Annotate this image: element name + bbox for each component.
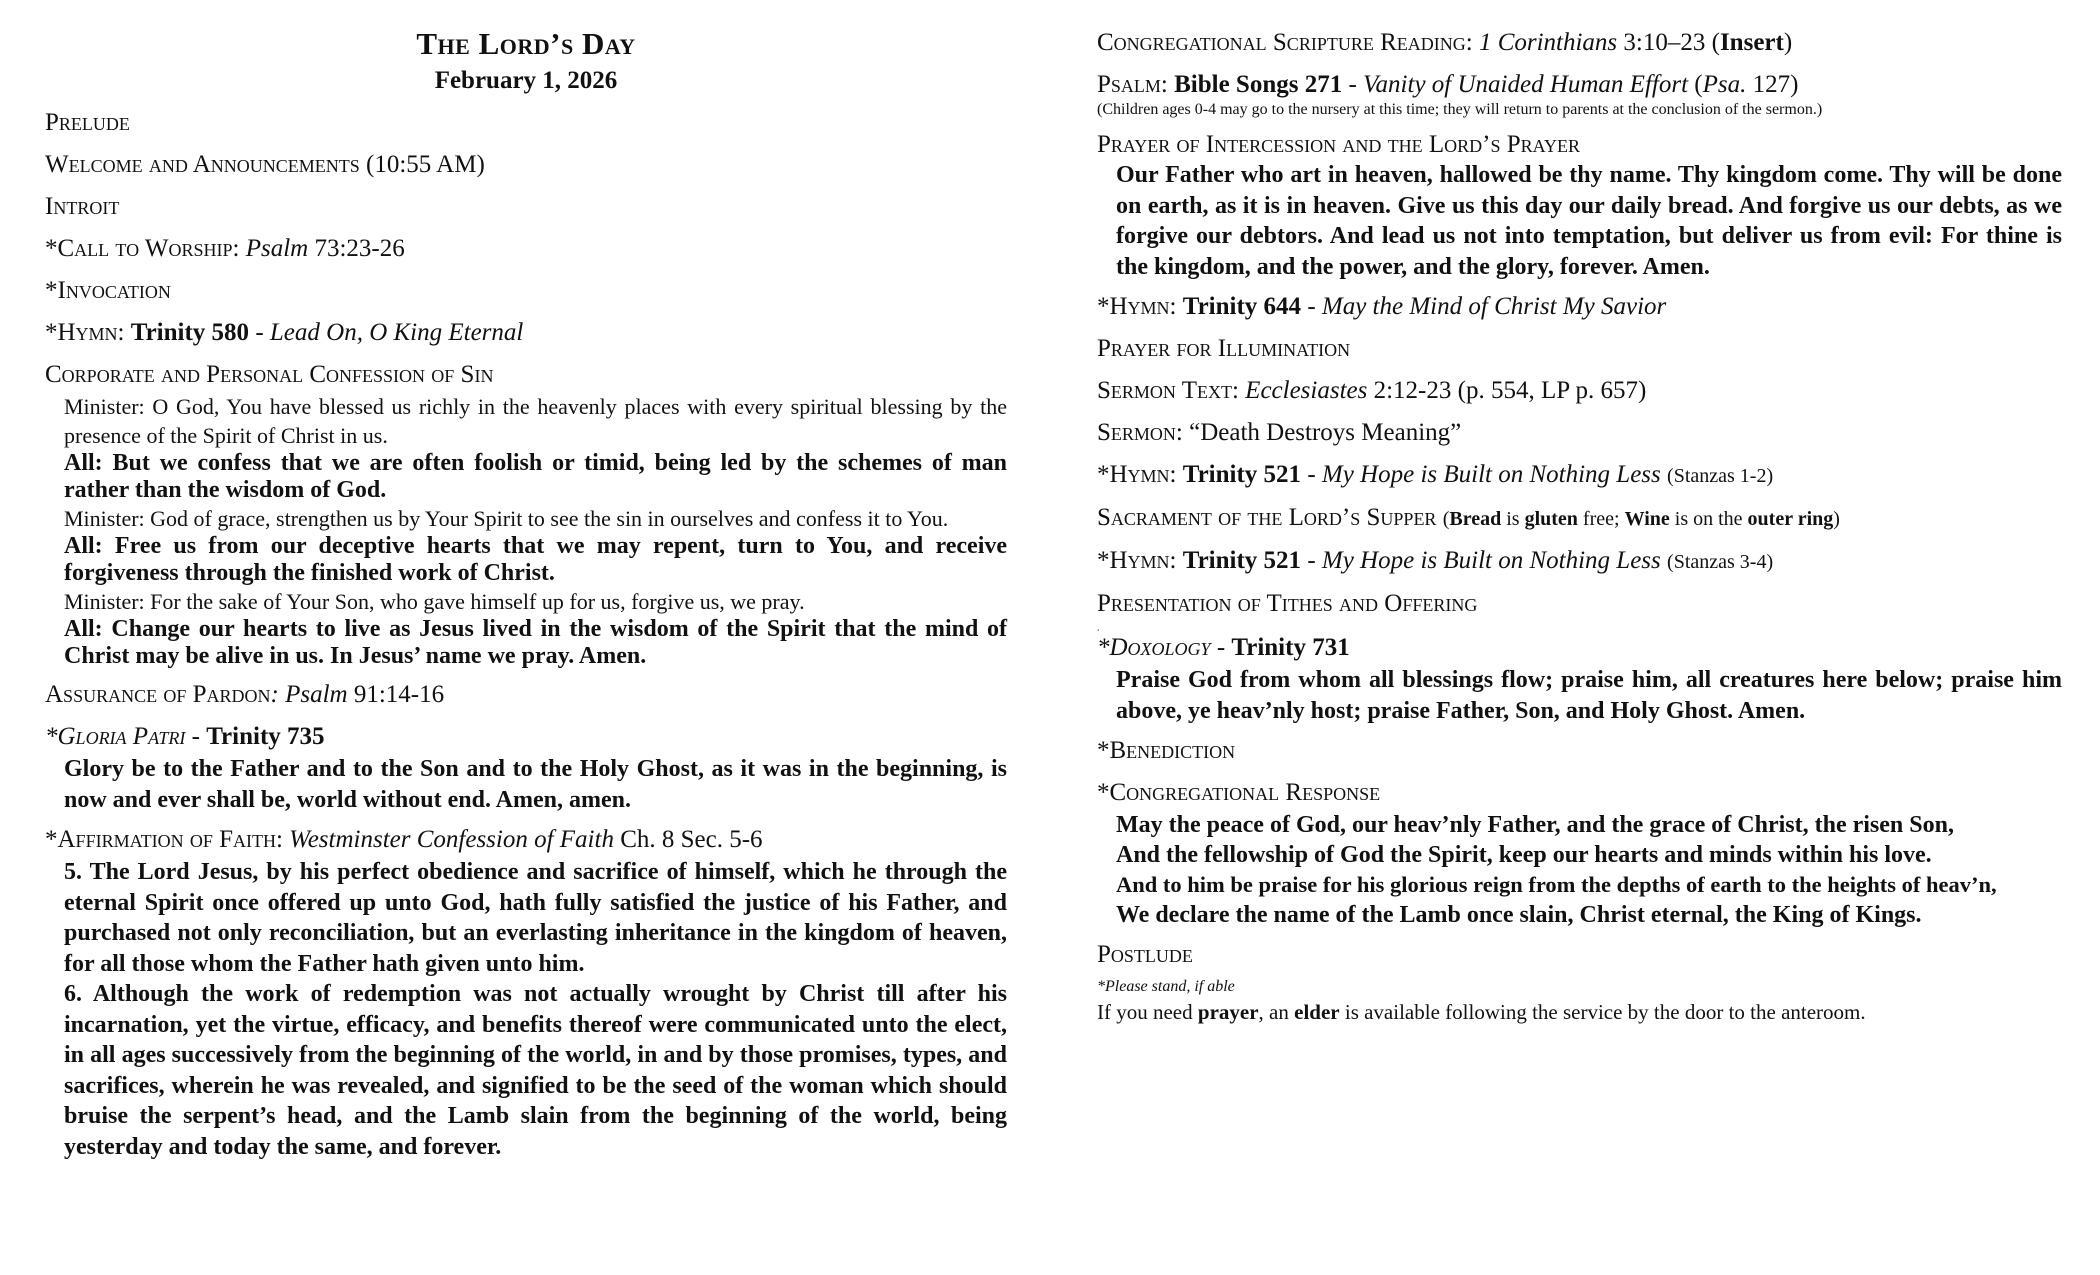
psalm: Psalm: Bible Songs 271 - Vanity of Unaided Human Effort (Psa. 127) xyxy=(1097,71,1799,98)
response-line: And the fellowship of God the Spirit, keep our hearts and minds within his love. xyxy=(1116,842,1932,868)
sermon: Sermon: “Death Destroys Meaning” xyxy=(1097,419,1462,446)
hymn-4-title: My Hope is Built on Nothing Less xyxy=(1321,547,1661,574)
hymn-3: *Hymn: Trinity 521 - My Hope is Built on Nothing Less (Stanzas 1-2) xyxy=(1097,461,1774,488)
prelude-heading: Prelude xyxy=(45,109,130,136)
right-column xyxy=(1097,24,2062,1026)
lords-supper: Sacrament of the Lord’s Supper (Bread is gluten free; Wine is on the outer ring) xyxy=(1097,504,1840,531)
gloria-number: Trinity 735 xyxy=(206,723,325,750)
sermon-title: “Death Destroys Meaning” xyxy=(1189,419,1462,446)
confession-heading: Corporate and Personal Confession of Sin xyxy=(45,361,494,388)
hymn-3-number: Trinity 521 xyxy=(1182,461,1302,488)
call-label: *Call to Worship: xyxy=(45,235,240,262)
bulletin-header xyxy=(45,24,1007,98)
doxology-label: *Doxology xyxy=(1097,634,1211,661)
invocation-heading: *Invocation xyxy=(45,277,171,304)
hymn-1-title: Lead On, O King Eternal xyxy=(269,319,524,346)
response-line: We declare the name of the Lamb once slain, Christ eternal, the King of Kings. xyxy=(1116,902,1922,928)
assurance-book: Psalm xyxy=(285,681,348,708)
left-column xyxy=(45,24,1007,1162)
affirmation-source: Westminster Confession of Faith xyxy=(289,826,614,853)
intercession-heading: Prayer of Intercession and the Lord’s Prayer xyxy=(1097,131,1580,158)
gloria-patri: *Gloria Patri - Trinity 735 xyxy=(45,723,325,750)
sermon-text: Sermon Text: Ecclesiastes 2:12-23 (p. 554, LP p. 657) xyxy=(1097,377,1647,404)
hymn-3-stanzas: (Stanzas 1-2) xyxy=(1667,465,1774,487)
doxology: *Doxology - Trinity 731 xyxy=(1097,634,1350,661)
doxology-text: Praise God from whom all blessings flow; praise him, all creatures here below; praise him above, ye heav’nly host; praise Father, Son, and Holy Ghost. Amen. xyxy=(1116,667,2062,724)
psalm-label: Psalm: xyxy=(1097,71,1168,98)
assurance-label: Assurance of Pardon xyxy=(45,681,271,708)
scripture-reading: Congregational Scripture Reading: 1 Corinthians 3:10–23 (Insert) xyxy=(1097,29,1793,56)
litany-line: All: Free us from our deceptive hearts that we may repent, turn to You, and receive forgiveness through the finished work of Christ. xyxy=(64,533,1008,586)
scripture-book: 1 Corinthians xyxy=(1478,29,1618,56)
hymn-2: *Hymn: Trinity 644 - May the Mind of Christ My Savior xyxy=(1097,293,1667,320)
hymn-1 xyxy=(45,316,1007,350)
doxology-number: Trinity 731 xyxy=(1231,634,1350,661)
scripture-label: Congregational Scripture Reading: xyxy=(1097,29,1473,56)
service-date: February 1, 2026 xyxy=(434,67,618,94)
response-text xyxy=(1097,810,2062,930)
affirmation-ref: Ch. 8 Sec. 5-6 xyxy=(620,826,763,853)
scripture-ref: 3:10–23 xyxy=(1623,29,1706,56)
call-ref: 73:23-26 xyxy=(314,235,405,262)
stand-footnote: *Please stand, if able xyxy=(1097,978,1235,995)
introit-heading: Introit xyxy=(45,193,120,220)
prayer-help-note: If you need prayer, an elder is available following the service by the door to the anteroom. xyxy=(1097,1000,1866,1024)
response-line: May the peace of God, our heav’nly Father, and the grace of Christ, the risen Son, xyxy=(1116,812,1954,838)
confession-paragraph-5: 5. The Lord Jesus, by his perfect obedience and sacrifice of himself, which he through the eternal Spirit once offered up unto God, hath fully satisfied the justice of his Father, and purchased not only reconciliation, but an everlasting inheritance in the kingdom of heaven, for all those whom the Father hath given unto him. xyxy=(64,859,1007,977)
assurance-ref: 91:14-16 xyxy=(353,681,445,708)
litany-line: Minister: God of grace, strengthen us by Your Spirit to see the sin in ourselves and confess it to You. xyxy=(64,506,949,531)
page-title: The Lord’s Day xyxy=(416,26,636,61)
psalm-number: Bible Songs 271 xyxy=(1174,71,1343,98)
affirmation-label: *Affirmation of Faith: xyxy=(45,826,283,853)
hymn-4-stanzas: (Stanzas 3-4) xyxy=(1667,551,1774,573)
benediction-heading: *Benediction xyxy=(1097,737,1236,764)
psalm-title: Vanity of Unaided Human Effort xyxy=(1363,71,1689,98)
response-heading: *Congregational Response xyxy=(1097,779,1381,806)
litany-line: Minister: O God, You have blessed us richly in the heavenly places with every spiritual blessing by the presence of the Spirit of Christ in us. xyxy=(64,394,1007,448)
hymn-4: *Hymn: Trinity 521 - My Hope is Built on Nothing Less (Stanzas 3-4) xyxy=(1097,547,1774,574)
nursery-note: (Children ages 0-4 may go to the nursery at this time; they will return to parents at the conclusion of the sermon.) xyxy=(1097,101,1823,118)
sermon-ref: 2:12-23 (p. 554, LP p. 657) xyxy=(1373,377,1647,404)
response-line: And to him be praise for his glorious reign from the depths of earth to the heights of heav’n, xyxy=(1116,872,1997,897)
confession-paragraph-6: 6. Although the work of redemption was not actually wrought by Christ till after his incarnation, yet the virtue, efficacy, and benefits thereof were communicated unto the elect, in all ages successively from the beginning of the world, in and by those promises, types, and sacrifices, wherein he was revealed, and signified to be the seed of the woman which should bruise the serpent’s head, and the Lamb slain from the beginning of the world, being yesterday and today the same, and forever. xyxy=(64,981,1007,1160)
illumination-heading: Prayer for Illumination xyxy=(1097,335,1351,362)
tithes-heading: Presentation of Tithes and Offering xyxy=(1097,590,1478,617)
hymn-2-number: Trinity 644 xyxy=(1182,293,1302,320)
hymn-2-title: May the Mind of Christ My Savior xyxy=(1321,293,1667,320)
welcome-heading: Welcome and Announcements (10:55 AM) xyxy=(45,151,485,178)
gloria-label: *Gloria Patri xyxy=(45,723,186,750)
litany-line: All: But we confess that we are often foolish or timid, being led by the schemes of man rather than the wisdom of God. xyxy=(64,450,1008,503)
hymn-1-number: Trinity 580 xyxy=(130,319,250,346)
insert-label: Insert xyxy=(1719,29,1784,56)
stray-mark: ₄ xyxy=(1097,626,1100,632)
litany-line: All: Change our hearts to live as Jesus lived in the wisdom of the Spirit that the mind of Christ may be alive in us. In Jesus’ name we pray. Amen. xyxy=(64,616,1008,669)
litany-line: Minister: For the sake of Your Son, who gave himself up for us, forgive us, we pray. xyxy=(64,589,805,614)
hymn-4-number: Trinity 521 xyxy=(1182,547,1302,574)
hymn-1-sep: - xyxy=(255,319,264,346)
assurance-of-pardon: Assurance of Pardon: Psalm 91:14-16 xyxy=(45,681,445,708)
sermon-book: Ecclesiastes xyxy=(1245,377,1368,404)
postlude-heading: Postlude xyxy=(1097,941,1193,968)
gloria-text: Glory be to the Father and to the Son and to the Holy Ghost, as it was in the beginning, is now and ever shall be, world without end. Amen, amen. xyxy=(64,756,1007,813)
call-to-worship xyxy=(45,232,1007,266)
affirmation-of-faith xyxy=(45,823,1007,857)
call-book: Psalm xyxy=(245,235,309,262)
confession-litany xyxy=(45,392,1007,670)
lords-prayer: Our Father who art in heaven, hallowed be thy name. Thy kingdom come. Thy will be done on earth, as it is in heaven. Give us this day our daily bread. And forgive us our debts, as we forgive our debtors. And lead us not into temptation, but deliver us from evil: For thine is the kingdom, and the power, and the glory, forever. Amen. xyxy=(1116,162,2062,280)
hymn-3-title: My Hope is Built on Nothing Less xyxy=(1321,461,1661,488)
hymn-1-label: *Hymn: xyxy=(45,319,125,346)
